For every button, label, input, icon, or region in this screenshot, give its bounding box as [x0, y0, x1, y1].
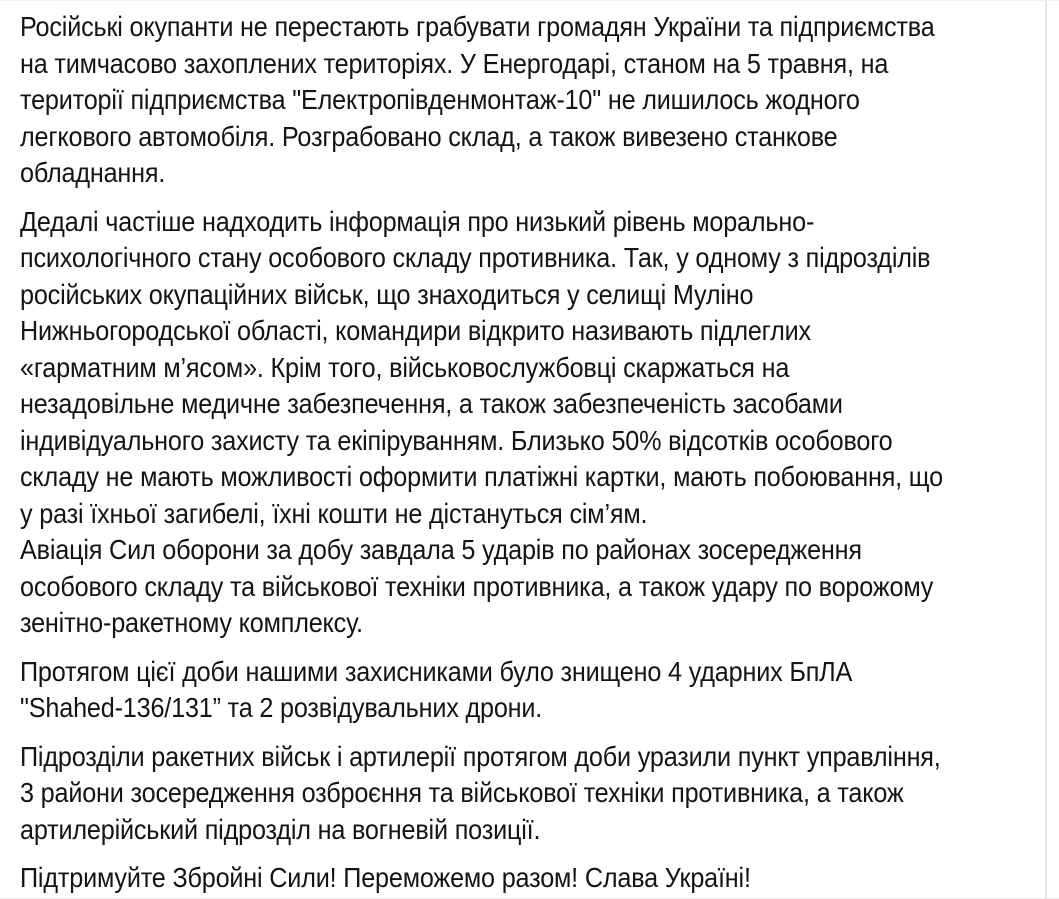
- post-text: [20, 9, 943, 897]
- text-line: обладнання.: [20, 157, 166, 188]
- text-line: Підрозділи ракетних військ і артилерії протягом доби уразили пункт управління,: [20, 740, 941, 772]
- text-line: Підтримуйте Збройні Сили! Переможемо разом! Слава Україні!: [20, 862, 751, 893]
- text-line: «гарматним м’ясом». Крім того, військовослужбовці скаржаться на: [20, 351, 790, 383]
- page-edge-divider: [1045, 1, 1047, 898]
- text-line: російських окупаційних військ, що знаходиться у селищі Муліно: [20, 278, 754, 310]
- text-line: зенітно-ракетному комплексу.: [20, 607, 363, 638]
- text-line: у разі їхньої загибелі, їхні кошти не дістануться сім’ям.: [20, 497, 648, 529]
- text-line: Авіація Сил оборони за добу завдала 5 ударів по районах зосередження: [20, 534, 862, 565]
- text-line: незадовільне медичне забезпечення, а також забезпеченість засобами: [20, 388, 843, 419]
- paragraph: [20, 204, 943, 642]
- paragraph: [20, 9, 939, 192]
- text-line: 3 райони зосередження озброєння та військової техніки противника, а також: [20, 777, 904, 808]
- text-line: особового складу та військової техніки противника, а також удару по ворожому: [20, 570, 934, 602]
- text-line: артилерійський підрозділ на вогневій позиції.: [20, 813, 541, 845]
- text-line: на тимчасово захоплених територіях. У Енергодарі, станом на 5 травня, на: [20, 47, 889, 79]
- text-line: території підприємства "Електропівденмонтаж-10" не лишилось жодного: [20, 84, 860, 115]
- text-line: Дедалі частіше надходить інформація про низький рівень морально-: [20, 205, 815, 237]
- text-line: індивідуального захисту та екіпіруванням. Близько 50% відсотків особового: [20, 424, 893, 456]
- text-line: психологічного стану особового складу противника. Так, у одному з підрозділів: [20, 242, 931, 273]
- text-line: Нижньогородської області, командири відкрито називають підлеглих: [20, 315, 811, 346]
- text-line: легкового автомобіля. Розграбовано склад, а також вивезено станкове: [20, 120, 838, 152]
- paragraph: [20, 739, 939, 849]
- paragraph: [20, 654, 939, 727]
- text-line: Російські окупанти не перестають грабувати громадян України та підприємства: [20, 11, 935, 42]
- text-line: Протягом цієї доби нашими захисниками було знищено 4 ударних БпЛА: [20, 655, 853, 687]
- text-line: складу не мають можливості оформити платіжні картки, мають побоювання, що: [20, 461, 943, 492]
- text-line: "Shahed-136/131” та 2 розвідувальних дрони.: [20, 692, 543, 723]
- paragraph: [20, 860, 939, 897]
